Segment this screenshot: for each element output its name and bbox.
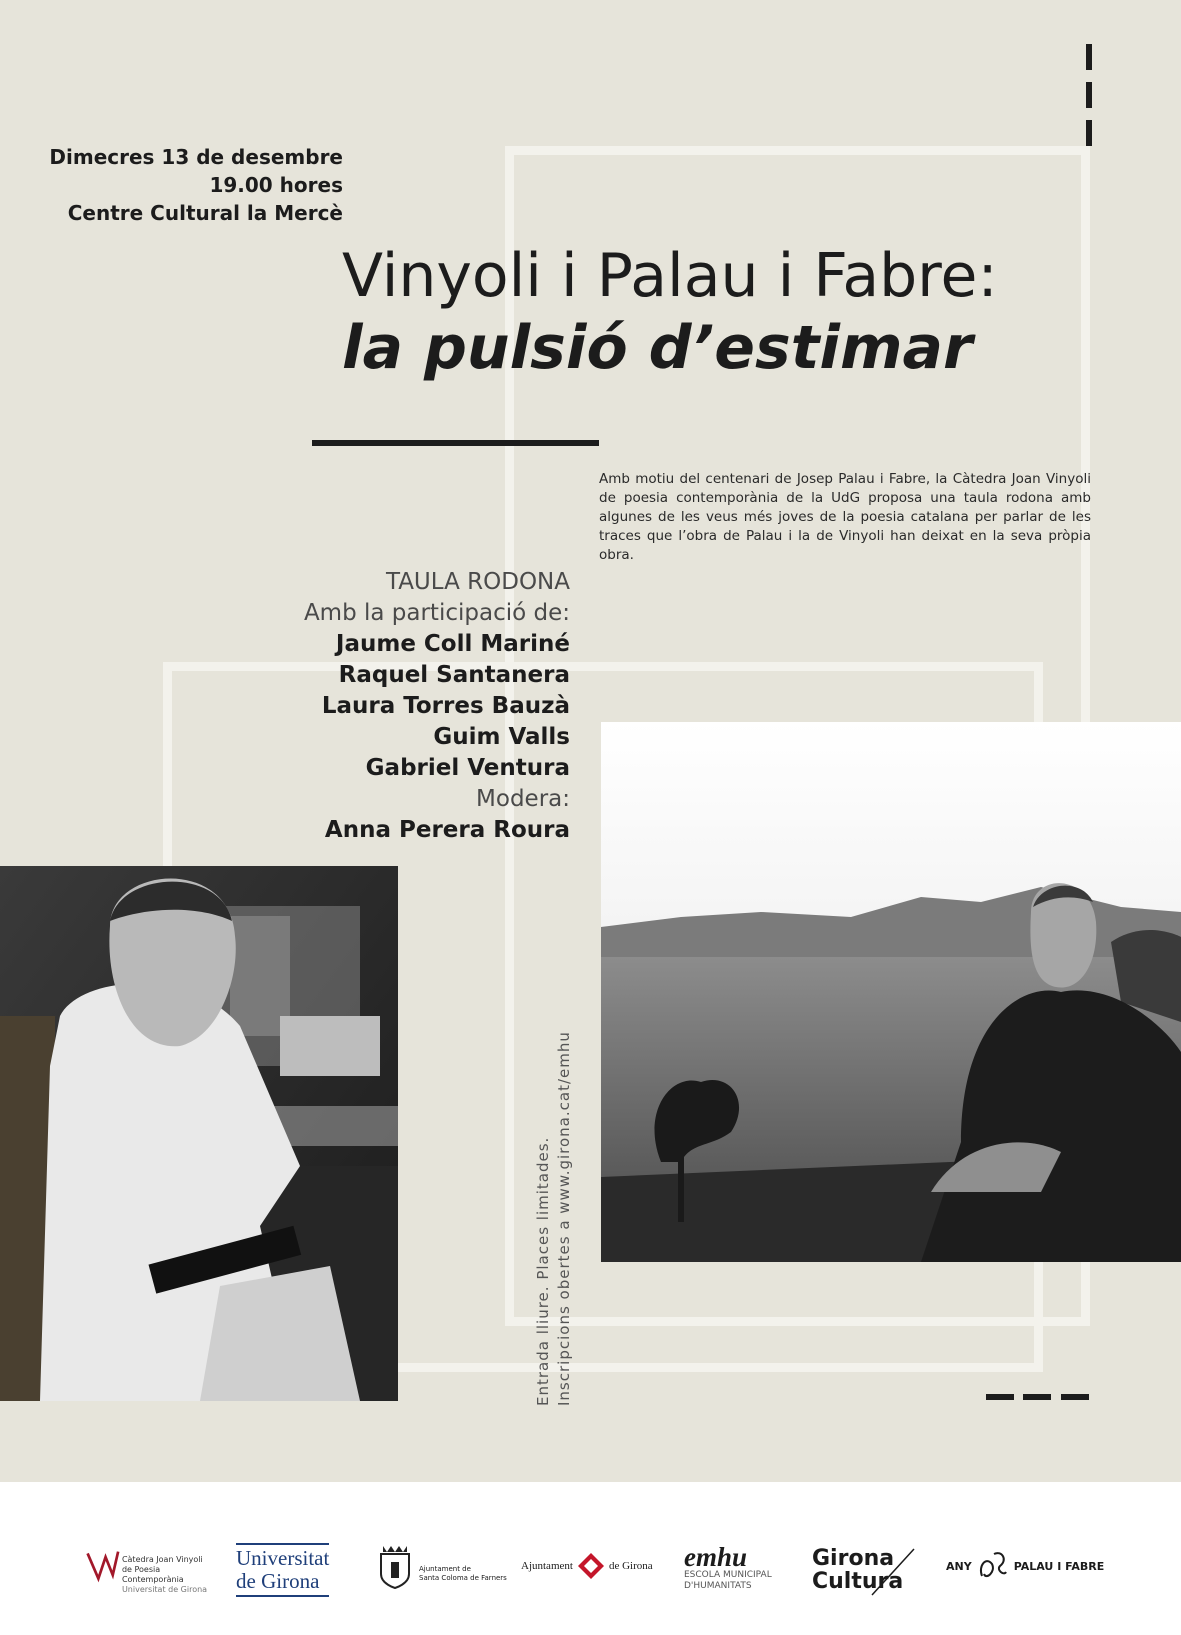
participant-name: Gabriel Ventura bbox=[365, 755, 570, 781]
poster-title bbox=[342, 240, 998, 384]
registration-note bbox=[533, 986, 575, 1406]
logo-text: de Poesia Contemporània bbox=[121, 1565, 184, 1584]
logo-text: Càtedra Joan Vinyoli bbox=[121, 1555, 203, 1564]
event-time: 19.00 hores bbox=[209, 173, 343, 197]
participants-block bbox=[240, 567, 570, 846]
registration-line-1: Entrada lliure. Places limitades. bbox=[534, 1136, 552, 1406]
logo-text: Universitat bbox=[236, 1546, 330, 1570]
logo-catedra-vinyoli bbox=[84, 1536, 214, 1596]
event-info bbox=[40, 143, 343, 227]
participant-name: Laura Torres Bauzà bbox=[321, 693, 570, 719]
coat-of-arms-icon bbox=[375, 1542, 415, 1590]
decoration-bar bbox=[1086, 44, 1092, 70]
moderator-name: Anna Perera Roura bbox=[324, 817, 570, 843]
title-underline bbox=[312, 440, 599, 446]
logo-ajuntament-santa-coloma bbox=[375, 1536, 507, 1596]
palau-signature-icon bbox=[976, 1546, 1010, 1586]
photo-palau-i-fabre bbox=[601, 722, 1181, 1262]
catedra-emblem-icon bbox=[84, 1546, 120, 1586]
logo-text: Ajuntament bbox=[521, 1560, 573, 1572]
decoration-bar bbox=[986, 1394, 1014, 1400]
logo-text: ANY bbox=[946, 1559, 972, 1573]
title-main: Vinyoli i Palau i Fabre: bbox=[342, 241, 998, 311]
logo-emhu bbox=[684, 1544, 772, 1592]
logo-text: ESCOLA MUNICIPAL bbox=[684, 1570, 772, 1580]
logo-text: de Girona bbox=[236, 1569, 320, 1593]
round-table-heading: TAULA RODONA bbox=[385, 569, 570, 595]
logo-text: Santa Coloma de Farners bbox=[419, 1574, 507, 1582]
logo-text: emhu bbox=[684, 1542, 748, 1572]
logo-text: D'HUMANITATS bbox=[684, 1581, 752, 1591]
decoration-bar bbox=[1086, 120, 1092, 146]
logo-any-palau-i-fabre bbox=[946, 1536, 1104, 1596]
decoration-bar bbox=[1061, 1394, 1089, 1400]
participant-name: Jaume Coll Mariné bbox=[335, 631, 570, 657]
decoration-bar bbox=[1023, 1394, 1051, 1400]
logo-universitat-girona bbox=[236, 1543, 329, 1597]
title-subtitle: la pulsió d’estimar bbox=[342, 313, 973, 383]
event-date: Dimecres 13 de desembre bbox=[49, 145, 343, 169]
logo-girona-cultura bbox=[812, 1547, 903, 1593]
moderator-label: Modera: bbox=[476, 786, 570, 812]
photo-vinyoli bbox=[0, 866, 398, 1401]
intro-paragraph: Amb motiu del centenari de Josep Palau i Fabre, la Càtedra Joan Vinyoli de poesia contemporània de la UdG proposa una taula rodona amb algunes de les veus més joves de la poesia catalana per parlar de les traces que l’obra de Palau i la de Vinyoli han deixat en la seva pròpia obra. bbox=[599, 471, 1091, 563]
registration-line-2: Inscripcions obertes a www.girona.cat/emhu bbox=[555, 1031, 573, 1406]
logo-text: Girona bbox=[812, 1546, 895, 1571]
logo-text: de Girona bbox=[608, 1560, 653, 1572]
participant-name: Guim Valls bbox=[433, 724, 570, 750]
participants-label: Amb la participació de: bbox=[303, 600, 570, 626]
logo-text: PALAU I FABRE bbox=[1013, 1559, 1105, 1573]
logo-text: Cultura bbox=[812, 1569, 904, 1594]
event-venue: Centre Cultural la Mercè bbox=[67, 201, 343, 225]
logo-ajuntament-girona bbox=[521, 1536, 653, 1596]
participant-name: Raquel Santanera bbox=[338, 662, 570, 688]
logo-text: Universitat de Girona bbox=[121, 1585, 208, 1594]
logo-text: Ajuntament de bbox=[419, 1565, 471, 1573]
girona-emblem-icon bbox=[576, 1551, 606, 1581]
slash-icon bbox=[870, 1547, 916, 1597]
decoration-bar bbox=[1086, 82, 1092, 108]
